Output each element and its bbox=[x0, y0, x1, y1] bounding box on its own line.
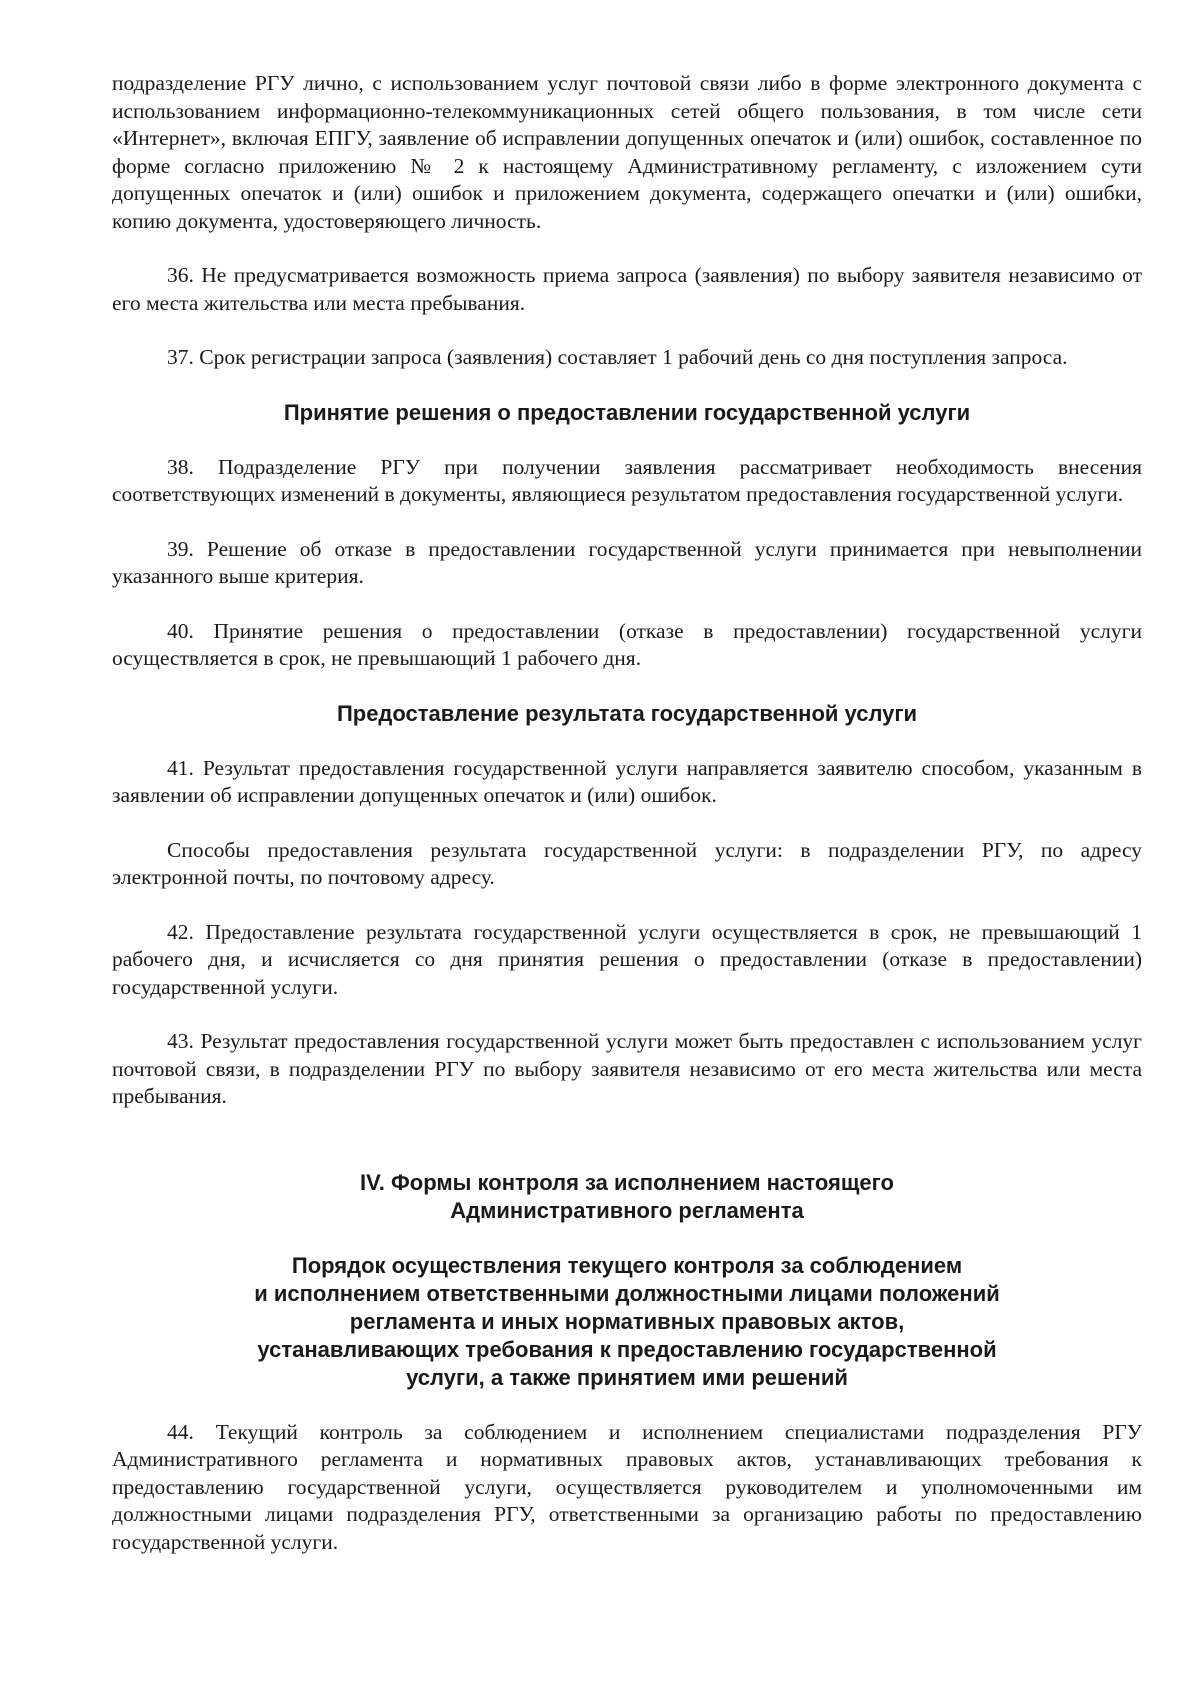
paragraph-41-methods: Способы предоставления результата государственной услуги: в подразделении РГУ, по адресу электронной почты, по почтовому адресу. bbox=[112, 837, 1142, 889]
paragraph-42: 42. Предоставление результата государственной услуги осуществляется в срок, не превышающий 1 рабочего дня, и исчисляется со дня принятия решения о предоставлении (отказе в предоставлении) государственной услуги. bbox=[112, 919, 1142, 999]
chapter-heading-line-2: Административного регламента bbox=[450, 1197, 804, 1223]
chapter-heading-section-4 bbox=[112, 1169, 1142, 1225]
paragraph-37: 37. Срок регистрации запроса (заявления) составляет 1 рабочий день со дня поступления запроса. bbox=[167, 345, 1068, 369]
paragraph-40: 40. Принятие решения о предоставлении (отказе в предоставлении) государственной услуги осуществляется в срок, не превышающий 1 рабочего дня. bbox=[112, 618, 1142, 670]
paragraph-43: 43. Результат предоставления государственной услуги может быть предоставлен с использованием услуг почтовой связи, в подразделении РГУ по выбору заявителя независимо от его места жительства или места пребывания. bbox=[112, 1029, 1142, 1108]
paragraph-44: 44. Текущий контроль за соблюдением и исполнением специалистами подразделения РГУ Административного регламента и нормативных правовых актов, устанавливающих требования к предоставлению государственной услуги, осуществляется руководителем и уполномоченными им должностными лицами подразделения РГУ, ответственными за организацию работы по предоставлению государственной услуги. bbox=[112, 1419, 1142, 1554]
control-heading-line-4: устанавливающих требования к предоставлению государственной bbox=[257, 1336, 997, 1362]
paragraph-41: 41. Результат предоставления государственной услуги направляется заявителю способом, указанным в заявлении об исправлении допущенных опечаток и (или) ошибок. bbox=[112, 755, 1142, 807]
chapter-heading-line-1: IV. Формы контроля за исполнением настоящего bbox=[360, 1169, 894, 1195]
paragraph-36: 36. Не предусматривается возможность приема запроса (заявления) по выбору заявителя независимо от его места жительства или места пребывания. bbox=[112, 263, 1142, 315]
paragraph-38: 38. Подразделение РГУ при получении заявления рассматривает необходимость внесения соответствующих изменений в документы, являющиеся результатом предоставления государственной услуги. bbox=[112, 454, 1142, 506]
section-heading-result: Предоставление результата государственной услуги bbox=[336, 700, 918, 726]
control-heading-line-2: и исполнением ответственными должностными лицами положений bbox=[254, 1280, 1000, 1306]
paragraph-35-continuation: подразделение РГУ лично, с использованием услуг почтовой связи либо в форме электронного документа с использованием информационно-телекоммуникационных сетей общего пользования, в том числе сети «Интернет», включая ЕПГУ, заявление об исправлении допущенных опечаток и (или) ошибок, составленное по форме согласно приложению № 2 к настоящему Административному регламенту, с изложением сути допущенных опечаток и (или) ошибок и приложением документа, содержащего опечатки и (или) ошибки, копию документа, удостоверяющего личность. bbox=[112, 71, 1142, 233]
control-heading-line-1: Порядок осуществления текущего контроля за соблюдением bbox=[291, 1252, 963, 1278]
control-heading-line-3: регламента и иных нормативных правовых актов, bbox=[349, 1308, 905, 1334]
control-heading-line-5: услуги, а также принятием ими решений bbox=[406, 1364, 848, 1390]
section-heading-decision: Принятие решения о предоставлении государственной услуги bbox=[283, 399, 971, 425]
paragraph-39: 39. Решение об отказе в предоставлении государственной услуги принимается при невыполнении указанного выше критерия. bbox=[112, 536, 1142, 588]
document-body bbox=[112, 70, 1142, 1556]
section-heading-control bbox=[112, 1252, 1142, 1392]
